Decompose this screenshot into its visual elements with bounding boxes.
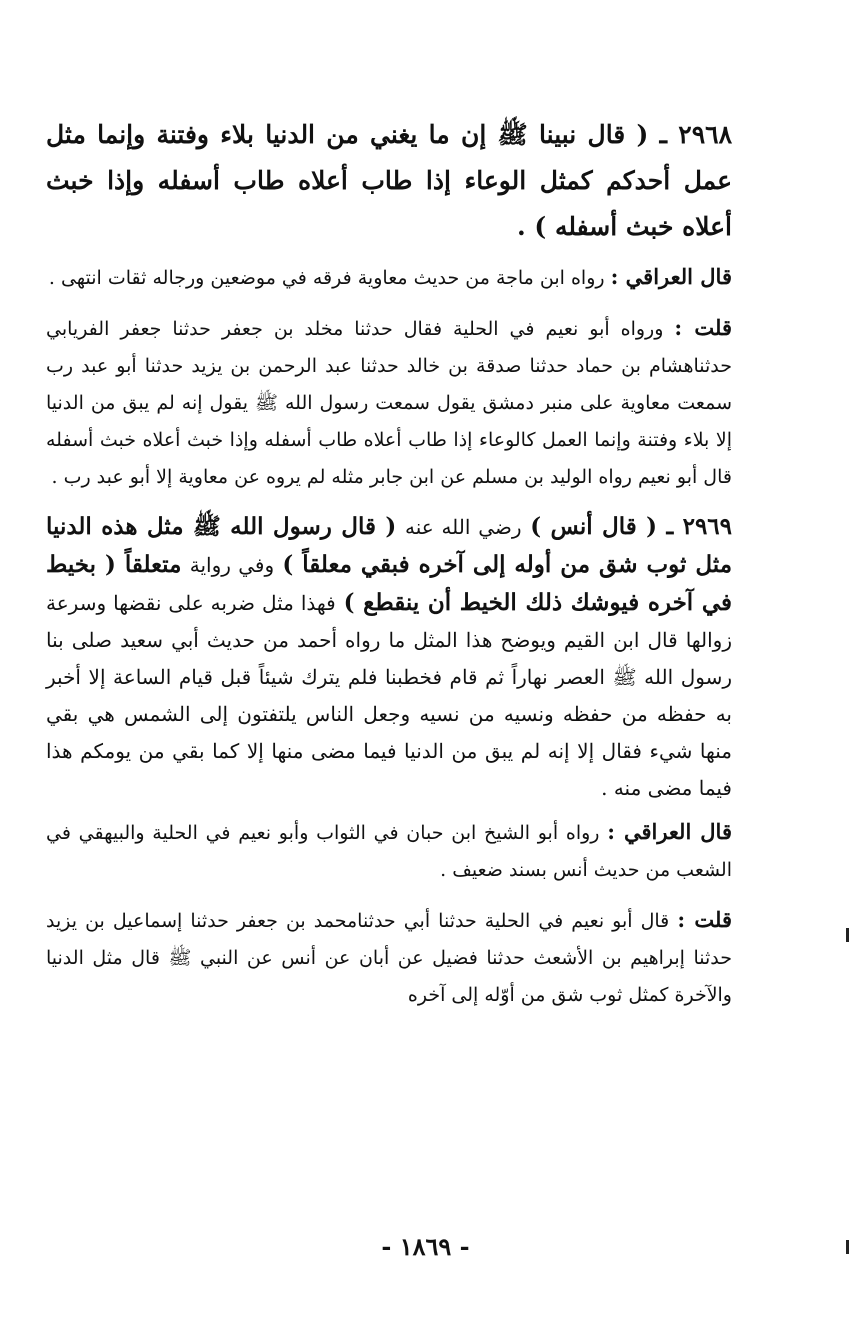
hadith-2968-text: ٢٩٦٨ ـ ( قال نبينا ﷺ إن ما يغني من الدنيا بلاء وفتنة وإنما مثل عمل أحدكم كمثل الوعاء إذا طاب أعلاه طاب أسفله وإذا خبث أعلاه خبث أسفله ) . [46, 120, 732, 241]
scan-edge-mark [846, 928, 849, 942]
iraqi-label-2: قال العراقي : [607, 819, 732, 844]
qultu-note-2 [46, 901, 732, 1014]
qultu-note-1 [46, 309, 732, 496]
iraqi-label-1: قال العراقي : [610, 264, 732, 289]
qultu-label-2: قلت : [677, 907, 732, 932]
qultu-label-1: قلت : [674, 315, 732, 340]
qultu-text-2: قال أبو نعيم في الحلية حدثنا أبي حدثنامحمد بن جعفر حدثنا إسماعيل بن يزيد حدثنا إبراهيم بن الأشعث حدثنا فضيل عن أبان عن أنس عن النبي ﷺ قال مثل الدنيا والآخرة كمثل ثوب شق من أوّله إلى آخره [46, 910, 732, 1006]
page-number: - ١٨٦٩ - [381, 1232, 470, 1261]
iraqi-text-2: رواه أبو الشيخ ابن حبان في الثواب وأبو نعيم في الحلية والبيهقي في الشعب من حديث أنس بسند ضعيف . [46, 822, 732, 881]
page-content [46, 112, 732, 1272]
hadith-2969-commentary: فهذا مثل ضربه على نقضها وسرعة زوالها قال ابن القيم ويوضح هذا المثل ما رواه أحمد من حديث أبي سعيد صلى بنا رسول الله ﷺ العصر نهاراً ثم قام فخطبنا فلم يترك شيئاً قبل قيام الساعة إلا أخبر به حفظه من حفظه ونسيه من نسيه وجعل الناس يلتفتون إلى الشمس هي بقي منها شيء فقال إلا إنه لم يبق من الدنيا فيما مضى منها إلا كما بقي من يومكم هذا فيما مضى منه . [46, 591, 732, 800]
hadith-2969-quote-2: متعلقاً ( بخيط في آخره فيوشك ذلك الخيط أن ينقطع ) [46, 551, 733, 616]
hadith-2969-riwaya: وفي رواية [189, 553, 275, 577]
hadith-2969-intro: ٢٩٦٩ ـ ( قال أنس ) [530, 513, 733, 540]
iraqi-text-1: رواه ابن ماجة من حديث معاوية فرقه في موضعين ورجاله ثقات انتهى . [48, 267, 605, 289]
scan-edge-mark [846, 1240, 849, 1254]
hadith-2969-radi: رضي الله عنه [405, 515, 522, 539]
qultu-text-1: ورواه أبو نعيم في الحلية فقال حدثنا مخلد بن جعفر حدثنا جعفر الفريابي حدثناهشام بن حماد حدثنا صدقة بن خالد حدثنا عبد الرحمن بن يزيد حدثنا أبو عبد رب سمعت معاوية على منبر دمشق يقول سمعت رسول الله ﷺ يقول إنه لم يبق من الدنيا إلا بلاء وفتنة وإنما العمل كالوعاء إذا طاب أعلاه طاب أسفله وإذا خبث أعلاه خبث أسفله قال أبو نعيم رواه الوليد بن مسلم عن ابن جابر مثله لم يروه عن معاوية إلا أبو عبد رب . [46, 318, 732, 488]
iraqi-note-1 [46, 258, 732, 297]
hadith-2968 [46, 112, 732, 250]
hadith-2969-quote-1: ( قال رسول الله ﷺ مثل هذه الدنيا مثل ثوب شق من أوله إلى آخره فبقي معلقاً ) [46, 513, 733, 578]
iraqi-note-2 [46, 813, 732, 889]
hadith-2969 [46, 508, 732, 807]
